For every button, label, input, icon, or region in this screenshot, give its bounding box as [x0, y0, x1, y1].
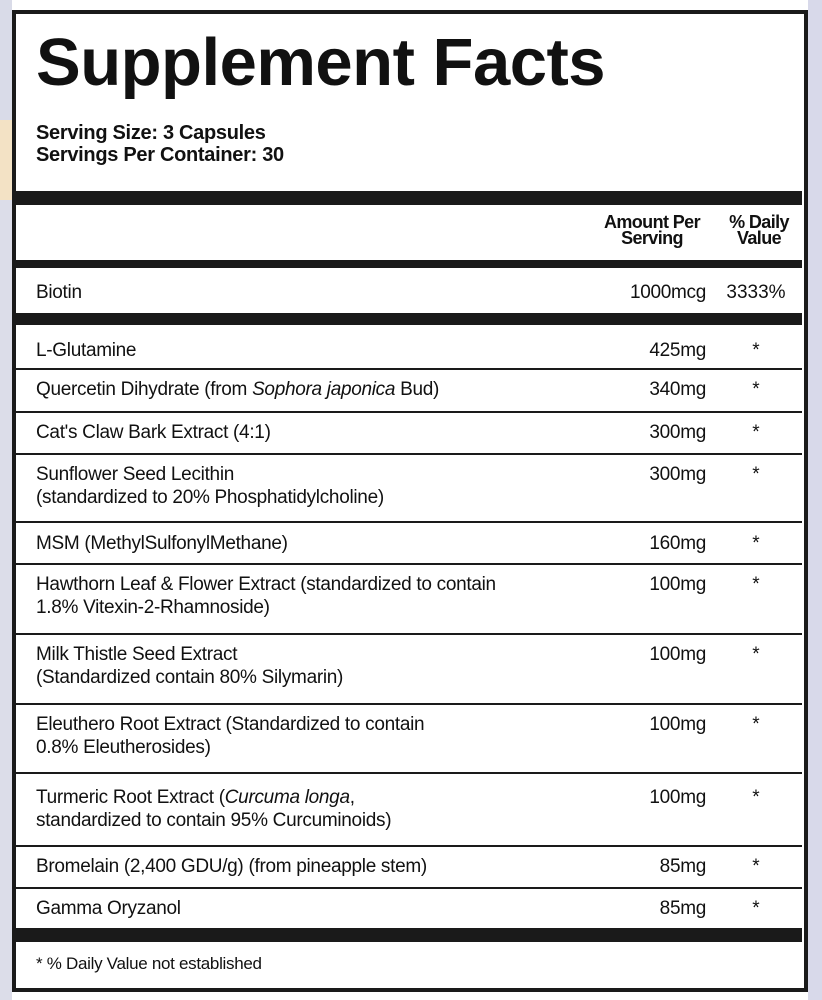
- name-line-1: Sunflower Seed Lecithin: [36, 464, 235, 485]
- name-line-1: Milk Thistle Seed Extract: [36, 644, 238, 665]
- name-part: Turmeric Root Extract (: [36, 787, 225, 808]
- ingredient-amount: 85mg: [659, 856, 706, 877]
- name-line-1: Hawthorn Leaf & Flower Extract (standardized to contain: [36, 574, 496, 595]
- ingredient-amount: 100mg: [649, 644, 706, 665]
- ingredient-name: Bromelain (2,400 GDU/g) (from pineapple stem): [36, 856, 427, 877]
- table-row: [16, 897, 802, 925]
- botanical-name: Curcuma longa: [224, 787, 350, 808]
- row-divider: [16, 521, 802, 523]
- ingredient-dv: *: [752, 787, 760, 808]
- daily-value-header: [716, 214, 802, 246]
- ingredient-name: [36, 573, 626, 619]
- ingredient-amount: 300mg: [649, 422, 706, 443]
- name-line-2: 1.8% Vitexin-2-Rhamnoside): [36, 597, 270, 618]
- ingredient-amount: 100mg: [649, 714, 706, 735]
- table-row: [16, 786, 802, 836]
- name-line-2: 0.8% Eleutherosides): [36, 737, 211, 758]
- row-divider: [16, 411, 802, 413]
- servings-per-container: Servings Per Container: 30: [36, 144, 284, 166]
- botanical-name: Sophora japonica: [252, 379, 396, 400]
- amount-header-line2: Serving: [621, 228, 683, 248]
- row-divider: [16, 563, 802, 565]
- ingredient-amount: 340mg: [649, 379, 706, 400]
- serving-size: Serving Size: 3 Capsules: [36, 122, 266, 144]
- footnote: * % Daily Value not established: [36, 954, 262, 973]
- ingredient-dv: *: [752, 422, 760, 443]
- table-row: [16, 463, 802, 513]
- table-row: [16, 532, 802, 560]
- panel-title: Supplement Facts: [36, 25, 606, 100]
- ingredient-name: [36, 643, 626, 689]
- name-part: ,: [349, 787, 355, 808]
- ingredient-dv: *: [752, 644, 760, 665]
- name-line-2: (Standardized contain 80% Silymarin): [36, 667, 344, 688]
- name-line-2: standardized to contain 95% Curcuminoids): [36, 810, 392, 831]
- thick-rule-bottom: [16, 928, 802, 942]
- name-part: Bud): [395, 379, 440, 400]
- table-row: [16, 643, 802, 693]
- ingredient-amount: 160mg: [649, 533, 706, 554]
- table-row: [16, 378, 802, 406]
- background-edge-right: [808, 0, 822, 1000]
- ingredient-name: [36, 378, 626, 401]
- ingredient-amount: 100mg: [649, 787, 706, 808]
- name-line-1: Eleuthero Root Extract (Standardized to contain: [36, 714, 425, 735]
- row-divider: [16, 887, 802, 889]
- name-line-2: (standardized to 20% Phosphatidylcholine): [36, 487, 384, 508]
- table-row: [16, 713, 802, 763]
- ingredient-amount: 85mg: [659, 898, 706, 919]
- row-divider: [16, 703, 802, 705]
- table-row: [16, 339, 802, 367]
- table-row: [16, 281, 802, 309]
- medium-rule: [16, 260, 802, 268]
- table-row: [16, 421, 802, 449]
- dv-header-line1: % Daily: [729, 212, 789, 232]
- ingredient-amount: 300mg: [649, 464, 706, 485]
- ingredient-name: [36, 786, 626, 832]
- ingredient-amount: 425mg: [649, 340, 706, 361]
- background-edge-left: [0, 0, 12, 1000]
- ingredient-amount: 100mg: [649, 574, 706, 595]
- row-divider: [16, 772, 802, 774]
- table-row: [16, 855, 802, 883]
- row-divider: [16, 368, 802, 370]
- ingredient-name: [36, 713, 626, 759]
- row-divider: [16, 845, 802, 847]
- ingredient-name: Gamma Oryzanol: [36, 898, 181, 919]
- ingredient-dv: *: [752, 574, 760, 595]
- name-part: Quercetin Dihydrate (from: [36, 379, 253, 400]
- thick-rule-middle: [16, 313, 802, 325]
- ingredient-dv: 3333%: [726, 282, 786, 303]
- row-divider: [16, 633, 802, 635]
- ingredient-dv: *: [752, 714, 760, 735]
- row-divider: [16, 453, 802, 455]
- ingredient-amount: 1000mcg: [629, 282, 706, 303]
- amount-header-line1: Amount Per: [603, 212, 700, 232]
- ingredient-dv: *: [752, 379, 760, 400]
- ingredient-name: L-Glutamine: [36, 340, 137, 361]
- thick-rule-top: [16, 191, 802, 205]
- ingredient-dv: *: [752, 856, 760, 877]
- ingredient-dv: *: [752, 898, 760, 919]
- ingredient-name: MSM (MethylSulfonylMethane): [36, 533, 288, 554]
- amount-per-serving-header: [592, 214, 712, 246]
- ingredient-name: [36, 463, 626, 509]
- dv-header-line2: Value: [736, 228, 782, 248]
- ingredient-dv: *: [752, 533, 760, 554]
- table-row: [16, 573, 802, 623]
- ingredient-dv: *: [752, 340, 760, 361]
- ingredient-name: Cat's Claw Bark Extract (4:1): [36, 422, 271, 443]
- ingredient-name: Biotin: [36, 282, 82, 303]
- ingredient-dv: *: [752, 464, 760, 485]
